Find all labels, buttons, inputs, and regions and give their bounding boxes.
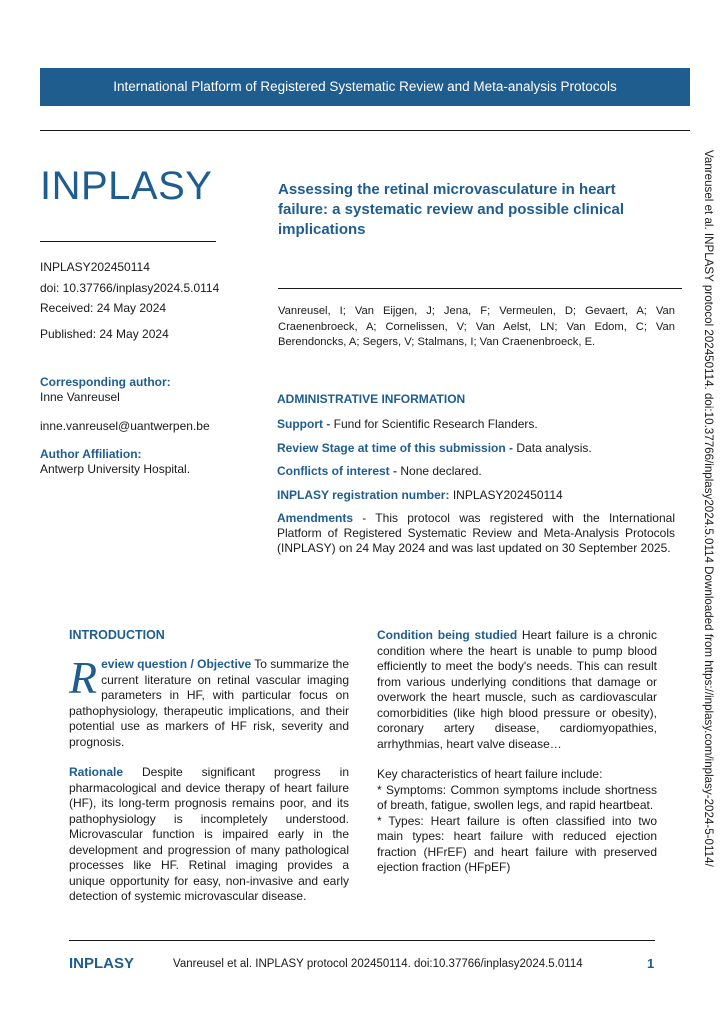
registration-id: INPLASY202450114 — [40, 260, 150, 274]
symptoms-item: * Symptoms: Common symptoms include shortness of breath, fatigue, swollen legs, and rapid heartbeat. — [377, 782, 657, 812]
conflicts-line — [277, 464, 482, 478]
condition-text: Heart failure is a chronic condition where the heart is unable to pump blood efficiently to meet the body's needs. This can result from various underlying conditions that damage or overwork the heart muscle, such as cardiovascular comorbidities (like high blood pressure or obesity), coronary artery disease, cardiomyopathies, arrhythmias, heart valve disease… — [377, 628, 657, 751]
support-line — [277, 417, 538, 431]
introduction-heading: INTRODUCTION — [69, 628, 165, 642]
page-number: 1 — [647, 956, 655, 971]
header-banner — [40, 68, 690, 106]
conflicts-value: None declared. — [397, 464, 482, 478]
received-date: Received: 24 May 2024 — [40, 301, 167, 315]
title-divider — [278, 288, 682, 289]
amendments-block — [277, 511, 675, 556]
side-citation-text[interactable]: Vanreusel et al. INPLASY protocol 202450114. doi:10.37766/inplasy2024.5.0114 Downloaded from https://inplasy.com/inplasy-2024-5-0114/ — [702, 150, 715, 867]
article-title: Assessing the retinal microvasculature in heart failure: a systematic review and possible clinical implications — [278, 181, 624, 238]
rationale-paragraph — [69, 765, 349, 905]
registration-number-line — [277, 488, 563, 502]
doi-text[interactable]: doi: 10.37766/inplasy2024.5.0114 — [40, 281, 220, 295]
key-characteristics-intro: Key characteristics of heart failure include: — [377, 767, 603, 781]
review-stage-line — [277, 441, 592, 455]
author-list: Vanreusel, I; Van Eijgen, J; Jena, F; Vermeulen, D; Gevaert, A; Van Craenenbroeck, A; Cornelissen, V; Van Aelst, LN; Van Edom, C; Van Berendoncks, A; Segers, V; Stalmans, I; Van Craenenbroeck, E. — [278, 305, 675, 348]
support-value: Fund for Scientific Research Flanders. — [330, 417, 538, 431]
condition-label: Condition being studied — [377, 628, 518, 642]
review-question-text: To summarize the current literature on retinal vascular imaging parameters in HF, with particular focus on pathophysiology, therapeutic implications, and their potential use as markers of HF risk, severity and prognosis. — [69, 657, 349, 749]
review-question-label: eview question / Objective — [101, 657, 252, 671]
footer-divider — [69, 940, 655, 941]
inplasy-logo: INPLASY — [40, 164, 213, 208]
affiliation-text: Antwerp University Hospital. — [40, 462, 191, 476]
condition-paragraph — [377, 628, 657, 752]
logo-divider — [40, 241, 216, 242]
review-question-paragraph — [69, 652, 349, 750]
support-label: Support - — [277, 417, 331, 431]
header-divider — [40, 130, 690, 131]
author-email[interactable]: inne.vanreusel@uantwerpen.be — [40, 419, 210, 433]
corresponding-author-label: Corresponding author: — [40, 375, 171, 389]
corresponding-author-name: Inne Vanreusel — [40, 390, 120, 404]
registration-number-label: INPLASY registration number: — [277, 488, 450, 502]
amendments-label: Amendments — [277, 511, 354, 525]
intro-column — [69, 652, 349, 905]
registration-number-value: INPLASY202450114 — [449, 488, 563, 502]
footer-citation: Vanreusel et al. INPLASY protocol 202450114. doi:10.37766/inplasy2024.5.0114 — [173, 958, 583, 970]
published-date: Published: 24 May 2024 — [40, 327, 169, 341]
rationale-label: Rationale — [69, 765, 124, 779]
types-item: * Types: Heart failure is often classified into two main types: heart failure with reduced ejection fraction (HFrEF) and heart failure with preserved ejection fraction (HFpEF) — [377, 813, 657, 874]
side-citation — [697, 150, 717, 910]
banner-text: International Platform of Registered Systematic Review and Meta-analysis Protocols — [113, 79, 617, 94]
conflicts-label: Conflicts of interest - — [277, 464, 398, 478]
affiliation-label: Author Affiliation: — [40, 447, 142, 461]
drop-cap: R — [69, 652, 98, 703]
footer-logo: INPLASY — [69, 955, 135, 972]
amendments-text: - This protocol was registered with the International Platform of Registered Systematic Review and Meta-Analysis Protocols (INPLASY) on 24 May 2024 and was last updated on 30 September 2025. — [277, 511, 675, 555]
review-stage-value: Data analysis. — [513, 441, 592, 455]
rationale-text: Despite significant progress in pharmacological and device therapy of heart failure (HF), its long-term prognosis remains poor, and its pathophysiology is incompletely understood. Microvascular function is impaired early in the development and progression of many pathological processes like HF. Retinal imaging provides a unique opportunity for easy, non-invasive and early detection of systemic microvascular disease. — [69, 765, 349, 903]
review-stage-label: Review Stage at time of this submission - — [277, 441, 514, 455]
admin-heading: ADMINISTRATIVE INFORMATION — [277, 392, 466, 406]
condition-column — [377, 628, 657, 876]
